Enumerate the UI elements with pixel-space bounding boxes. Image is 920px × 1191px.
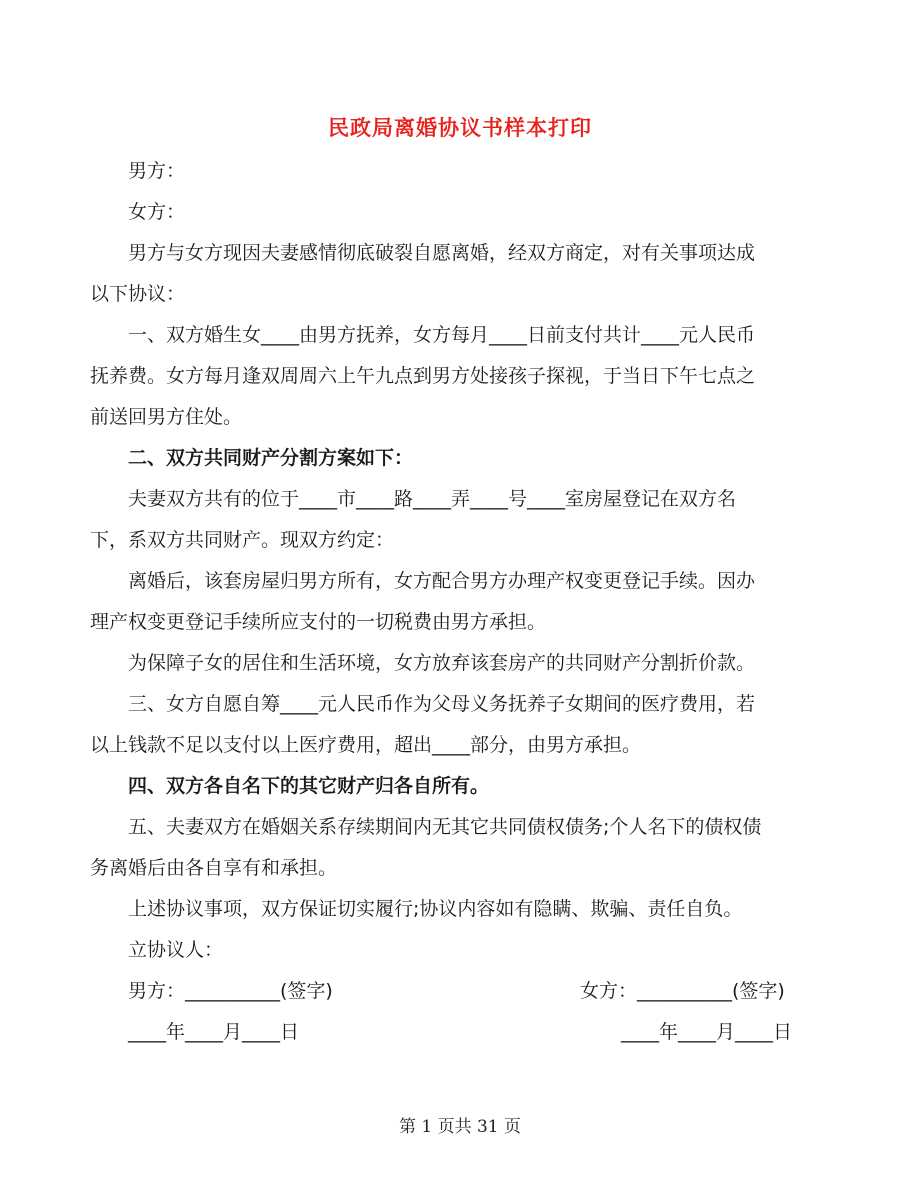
- female-date-field: ____年____月____日: [621, 1021, 793, 1043]
- clause-3-line-2: 以上钱款不足以支付以上医疗费用，超出____部分，由男方承担。: [90, 734, 642, 756]
- male-signature-field: 男方：__________(签字): [128, 980, 333, 1002]
- clause-3-line-1: 三、女方自愿自筹____元人民币作为父母义务抚养子女期间的医疗费用，若: [128, 693, 756, 715]
- clause-2-line-3: 离婚后，该套房屋归男方所有，女方配合男方办理产权变更登记手续。因办: [128, 570, 756, 592]
- clause-2-heading: 二、双方共同财产分割方案如下：: [128, 447, 414, 469]
- clause-2-line-5: 为保障子女的居住和生活环境，女方放弃该套房产的共同财产分割折价款。: [128, 652, 756, 674]
- clause-1-line-1: 一、双方婚生女____由男方抚养，女方每月____日前支付共计____元人民币: [128, 324, 756, 346]
- page-number: 第 1 页共 31 页: [398, 1117, 522, 1137]
- clause-5-line-1: 五、夫妻双方在婚姻关系存续期间内无其它共同债权债务;个人名下的债权债: [128, 816, 762, 838]
- intro-paragraph-line-1: 男方与女方现因夫妻感情彻底破裂自愿离婚，经双方商定，对有关事项达成: [128, 242, 756, 264]
- clause-2-line-4: 理产权变更登记手续所应支付的一切税费由男方承担。: [90, 611, 547, 633]
- male-date-field: ____年____月____日: [128, 1021, 300, 1043]
- clause-2-line-1: 夫妻双方共有的位于____市____路____弄____号____室房屋登记在双方名: [128, 488, 737, 510]
- female-signature-field: 女方：__________(签字): [580, 980, 785, 1002]
- guarantee-statement: 上述协议事项，双方保证切实履行;协议内容如有隐瞒、欺骗、责任自负。: [128, 898, 743, 920]
- intro-paragraph-line-2: 以下协议：: [90, 283, 186, 305]
- male-party-label: 男方：: [128, 160, 186, 182]
- female-party-label: 女方：: [128, 201, 186, 223]
- clause-2-line-2: 下，系双方共同财产。现双方约定：: [90, 529, 395, 551]
- clause-1-line-2: 抚养费。女方每月逢双周周六上午九点到男方处接孩子探视，于当日下午七点之: [90, 365, 756, 387]
- clause-1-line-3: 前送回男方住处。: [90, 406, 243, 428]
- document-title: 民政局离婚协议书样本打印: [328, 115, 592, 140]
- clause-4: 四、双方各自名下的其它财产归各自所有。: [128, 775, 490, 797]
- clause-5-line-2: 务离婚后由各自享有和承担。: [90, 857, 338, 879]
- signatories-label: 立协议人：: [128, 939, 224, 961]
